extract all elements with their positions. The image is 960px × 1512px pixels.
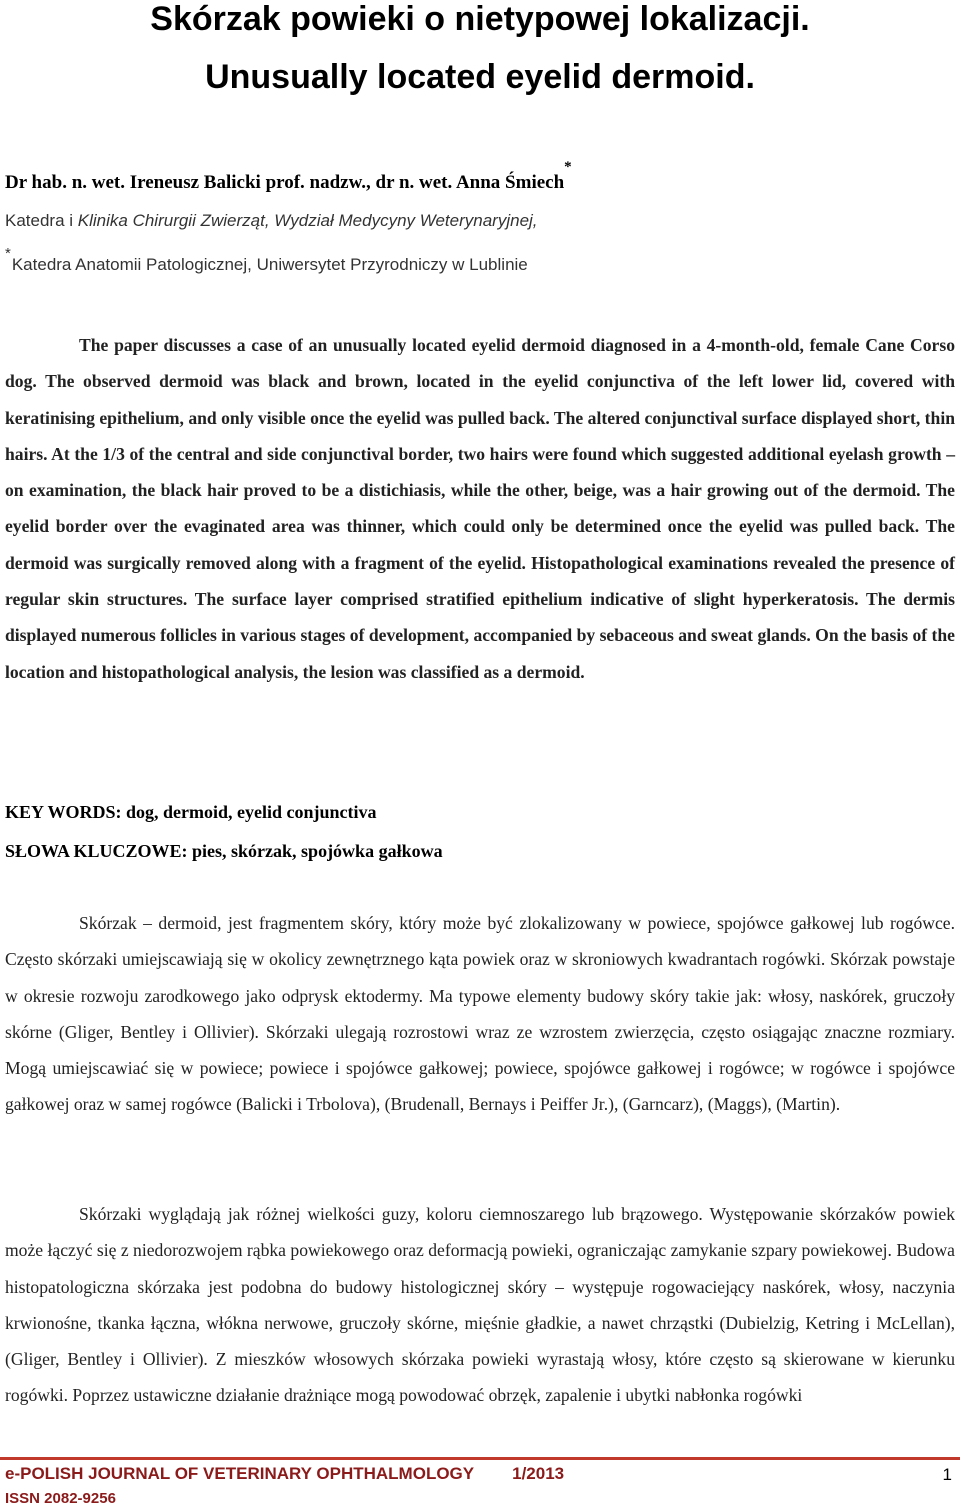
authors-text: Dr hab. n. wet. Ireneusz Balicki prof. nadzw., dr n. wet. Anna Śmiech bbox=[5, 172, 565, 193]
title-english: Unusually located eyelid dermoid. bbox=[205, 58, 755, 96]
keywords-english: KEY WORDS: dog, dermoid, eyelid conjunctiva bbox=[5, 802, 377, 822]
body-paragraph-2: Skórzaki wyglądają jak różnej wielkości guzy, koloru ciemnoszarego lub brązowego. Występowanie skórzaków powiek może łączyć się z niedorozwojem rąbka powiekowego oraz deformacją powieki, ograniczając zamykanie szpary powiekowej. Budowa histopatologiczna skórzaka jest podobna do budowy histologicznej skóry – występuje rogowaciejący naskórek, włosy, naczynia krwionośne, tkanka łączna, włókna nerwowe, gruczoły skórne, mięśnie gładkie, a nawet chrząstki (Dubielzig, Ketring i McLellan), (Gliger, Bentley i Ollivier). Z mieszków włosowych skórzaka powieki wyrastają włosy, które często są skierowane w kierunku rogówki. Poprzez ustawiczne działanie drażniące mogą powodować obrzęk, zapalenie i ubytki nabłonka rogówki bbox=[5, 1204, 955, 1406]
footer-divider bbox=[0, 1457, 960, 1460]
affiliation-1-prefix: Katedra i bbox=[5, 211, 78, 230]
footer-journal-line bbox=[5, 1464, 564, 1484]
author-asterisk: * bbox=[564, 159, 572, 175]
title-polish: Skórzak powieki o nietypowej lokalizacji. bbox=[150, 0, 810, 38]
affiliation-2 bbox=[5, 245, 528, 275]
affiliation-1-italic: Klinika Chirurgii Zwierząt, Wydział Medycyny Weterynaryjnej, bbox=[77, 211, 538, 230]
affiliation-1 bbox=[5, 211, 538, 231]
page-number: 1 bbox=[942, 1465, 952, 1484]
keywords-polish: SŁOWA KLUCZOWE: pies, skórzak, spojówka gałkowa bbox=[5, 841, 443, 861]
body-paragraph-1: Skórzak – dermoid, jest fragmentem skóry, który może być zlokalizowany w powiece, spojówce gałkowej lub rogówce. Często skórzaki umiejscawiają się w okolicy zewnętrznego kąta powiek oraz w skroniowych kwadrantach rogówki. Skórzak powstaje w okresie rozwoju zarodkowego jako odprysk ektodermy. Ma typowe elementy budowy skóry takie jak: włosy, naskórek, gruczoły skórne (Gliger, Bentley i Ollivier). Skórzaki ulegają rozrostowi wraz ze wzrostem zwierzęcia, często osiągając znaczne rozmiary. Mogą umiejscawiać się w powiece; powiece i spojówce gałkowej; powiece, spojówce gałkowej i rogówce; w rogówce i spojówce gałkowej oraz w samej rogówce (Balicki i Trbolova), (Brudenall, Bernays i Peiffer Jr.), (Garncarz), (Maggs), (Martin). bbox=[5, 913, 955, 1115]
authors-line bbox=[5, 159, 572, 194]
journal-name: e-POLISH JOURNAL OF VETERINARY OPHTHALMOLOGY bbox=[5, 1464, 475, 1483]
affiliation-2-asterisk: * bbox=[5, 245, 11, 262]
abstract: The paper discusses a case of an unusually located eyelid dermoid diagnosed in a 4-month-old, female Cane Corso dog. The observed dermoid was black and brown, located in the eyelid conjunctiva of the left lower lid, covered with keratinising epithelium, and only visible once the eyelid was pulled back. The altered conjunctival surface displayed short, thin hairs. At the 1/3 of the central and side conjunctival border, two hairs were found which suggested additional eyelash growth – on examination, the black hair proved to be a distichiasis, while the other, beige, was a hair growing out of the dermoid. The eyelid border over the evaginated area was thinner, which could only be determined once the eyelid was pulled back. The dermoid was surgically removed along with a fragment of the eyelid. Histopathological examinations revealed the presence of regular skin structures. The surface layer comprised stratified epithelium indicative of slight hyperkeratosis. The dermis displayed numerous follicles in various stages of development, accompanied by sebaceous and sweat glands. On the basis of the location and histopathological analysis, the lesion was classified as a dermoid. bbox=[5, 335, 955, 682]
journal-issue: 1/2013 bbox=[512, 1464, 565, 1483]
issn: ISSN 2082-9256 bbox=[5, 1490, 116, 1507]
affiliation-2-text: Katedra Anatomii Patologicznej, Uniwersytet Przyrodniczy w Lublinie bbox=[11, 255, 528, 274]
